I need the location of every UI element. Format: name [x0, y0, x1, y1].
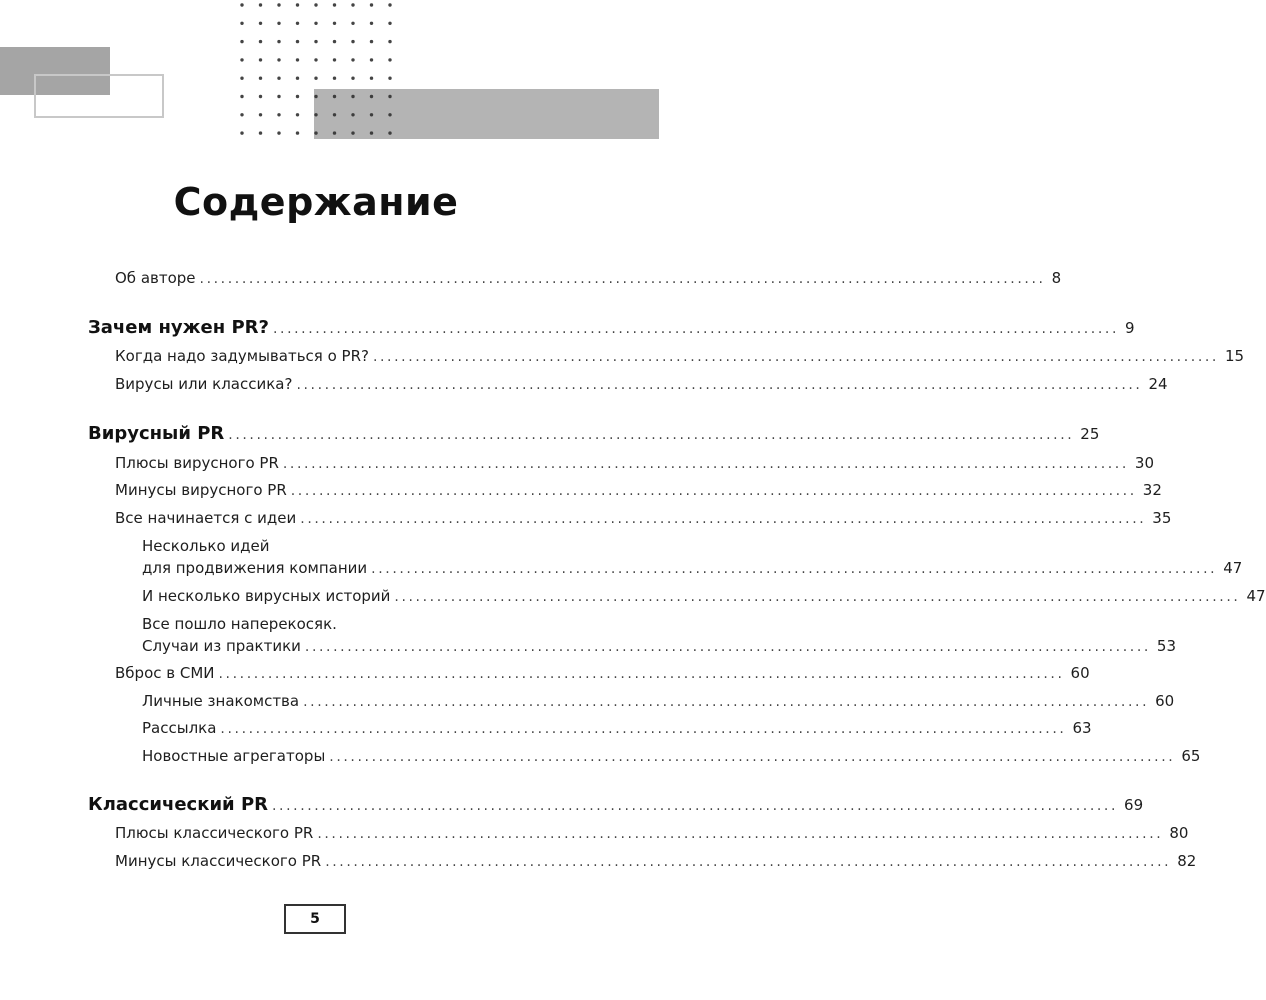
toc-label-line1: Несколько идей: [142, 537, 270, 555]
toc-leader: ........................................................................................................................: [228, 427, 1075, 443]
toc-page: 8: [1051, 269, 1062, 287]
decor-dot: [277, 22, 280, 25]
toc-leader: ........................................................................................................................: [300, 511, 1147, 527]
decor-dot: [240, 22, 243, 25]
decor-dot: [259, 113, 262, 116]
toc-leader: ........................................................................................................................: [329, 749, 1176, 765]
toc-leader: ........................................................................................................................: [199, 271, 1046, 287]
toc-label: Рассылка: [142, 719, 217, 737]
toc-leader: ........................................................................................................................: [282, 456, 1129, 472]
toc-entry-viral-cons[interactable]: [88, 480, 1162, 501]
decor-dot: [296, 40, 299, 43]
toc-label: Вброс в СМИ: [115, 664, 215, 682]
toc-entry-practice-cases[interactable]: [88, 636, 1177, 657]
decor-dot: [277, 40, 280, 43]
decor-dot: [277, 3, 280, 6]
decor-dot: [388, 3, 391, 6]
decor-dot: [314, 113, 317, 116]
toc-page: 15: [1224, 347, 1245, 365]
decor-dot: [296, 95, 299, 98]
decor-dot: [388, 40, 391, 43]
toc-label: Все начинается с идеи: [115, 509, 297, 527]
decor-dot: [333, 131, 336, 134]
decor-dot: [296, 3, 299, 6]
toc-leader: ........................................................................................................................: [371, 561, 1218, 577]
toc-page: 47: [1223, 559, 1243, 577]
decor-dot: [370, 40, 373, 43]
decor-dot: [388, 131, 391, 134]
toc-leader: ........................................................................................................................: [272, 798, 1119, 814]
decor-dot: [314, 77, 317, 80]
toc-entry-news-aggregators[interactable]: [88, 746, 1201, 767]
toc-label: Личные знакомства: [142, 692, 300, 710]
decor-dot: [259, 40, 262, 43]
decor-dot: [351, 40, 354, 43]
toc-chapter-classic-pr[interactable]: [88, 794, 1144, 816]
toc-label: Зачем нужен PR?: [88, 317, 269, 338]
toc-label: Новостные агрегаторы: [142, 747, 326, 765]
toc-page: 32: [1142, 481, 1162, 499]
toc-page: 80: [1169, 824, 1189, 842]
decor-dot: [296, 113, 299, 116]
decor-dot: [351, 131, 354, 134]
toc-entry-about-author[interactable]: [88, 268, 1062, 289]
decor-dot: [277, 131, 280, 134]
decor-outline-box: [34, 74, 164, 118]
toc-entry-viruses-or-classic[interactable]: [88, 374, 1168, 395]
decor-dot: [277, 113, 280, 116]
toc-leader: ........................................................................................................................: [317, 826, 1164, 842]
decor-dot: [351, 77, 354, 80]
toc-page: 63: [1072, 719, 1092, 737]
toc-page: 9: [1125, 319, 1135, 337]
toc-chapter-why-pr[interactable]: [88, 317, 1135, 339]
decor-dot: [296, 22, 299, 25]
decor-dot: [370, 58, 373, 61]
decor-dot: [388, 58, 391, 61]
toc-label: Случаи из практики: [142, 637, 301, 655]
decor-dot: [370, 3, 373, 6]
decor-dot: [314, 3, 317, 6]
toc-leader: ........................................................................................................................: [372, 349, 1219, 365]
toc-leader: ........................................................................................................................: [272, 321, 1119, 337]
toc-label: Вирусный PR: [88, 423, 225, 444]
decor-dot: [240, 40, 243, 43]
toc-label: Плюсы вирусного PR: [115, 454, 279, 472]
decor-dot: [333, 22, 336, 25]
decor-dot: [370, 131, 373, 134]
decor-dot: [296, 131, 299, 134]
toc-page: 53: [1156, 637, 1177, 655]
toc-label: Минусы классического PR: [115, 852, 322, 870]
decor-dot-grid: [236, 0, 396, 150]
toc-label: Минусы вирусного PR: [115, 481, 287, 499]
decor-dot: [240, 58, 243, 61]
decor-dot: [314, 40, 317, 43]
decor-dot: [333, 40, 336, 43]
toc-page: 60: [1070, 664, 1090, 682]
decor-dot: [370, 113, 373, 116]
decor-dot: [351, 58, 354, 61]
toc-page: 35: [1152, 509, 1172, 527]
decor-dot: [351, 113, 354, 116]
decor-dot: [314, 95, 317, 98]
toc-page: 82: [1177, 852, 1197, 870]
toc-label: для продвижения компании: [142, 559, 368, 577]
decor-dot: [240, 95, 243, 98]
toc-label: Классический PR: [88, 794, 268, 815]
toc-chapter-viral-pr[interactable]: [88, 423, 1100, 445]
toc-page: 65: [1181, 747, 1201, 765]
toc-page: 25: [1080, 425, 1100, 443]
toc-entry-classic-pros[interactable]: [88, 823, 1189, 844]
toc-page: 69: [1124, 796, 1144, 814]
decor-dot: [351, 3, 354, 6]
decor-dot: [351, 22, 354, 25]
decor-dot: [259, 22, 262, 25]
toc-entry-classic-cons[interactable]: [88, 851, 1197, 872]
decor-dot: [277, 58, 280, 61]
toc-entry-viral-stories[interactable]: [88, 586, 1266, 607]
toc-entry-when-pr[interactable]: [88, 346, 1245, 367]
page-title: Содержание: [173, 180, 459, 224]
decor-dot: [370, 77, 373, 80]
decor-dot: [370, 95, 373, 98]
toc-label: Вирусы или классика?: [115, 375, 293, 393]
toc-leader: ........................................................................................................................: [394, 589, 1241, 605]
toc-leader: ........................................................................................................................: [325, 854, 1172, 870]
decor-dot: [333, 77, 336, 80]
toc-label-line1: Все пошло наперекосяк.: [142, 615, 337, 633]
toc-leader: ........................................................................................................................: [303, 694, 1150, 710]
decor-dot: [259, 131, 262, 134]
decor-dot: [240, 3, 243, 6]
toc-leader: ........................................................................................................................: [218, 666, 1065, 682]
toc-entry-starts-with-idea[interactable]: [88, 508, 1172, 529]
decor-dot: [259, 3, 262, 6]
decor-dot: [259, 58, 262, 61]
decor-dot: [388, 95, 391, 98]
decor-dot: [351, 95, 354, 98]
decor-dot: [333, 3, 336, 6]
decor-dot: [314, 22, 317, 25]
toc-leader: ........................................................................................................................: [296, 377, 1143, 393]
decor-dot: [314, 58, 317, 61]
decor-dot: [333, 58, 336, 61]
decor-dot: [370, 22, 373, 25]
toc-leader: ........................................................................................................................: [220, 721, 1067, 737]
toc-entry-viral-pros[interactable]: [88, 453, 1154, 474]
decor-dot: [296, 77, 299, 80]
page-number: 5: [284, 904, 346, 934]
toc-entry-media-injection[interactable]: [88, 663, 1090, 684]
decor-dot: [240, 77, 243, 80]
decor-dot: [388, 22, 391, 25]
decor-dot: [240, 131, 243, 134]
toc-entry-personal-contacts[interactable]: [88, 691, 1175, 712]
decor-dot: [333, 95, 336, 98]
toc-label: Плюсы классического PR: [115, 824, 314, 842]
decor-dot: [314, 131, 317, 134]
decor-dot: [259, 95, 262, 98]
decor-dot: [296, 58, 299, 61]
toc-label: Об авторе: [115, 269, 196, 287]
decor-dot: [259, 77, 262, 80]
toc-leader: ........................................................................................................................: [290, 483, 1137, 499]
toc-page: 60: [1155, 692, 1175, 710]
toc-page: 30: [1134, 454, 1154, 472]
toc-label: И несколько вирусных историй: [142, 587, 391, 605]
toc-entry-ideas-for-promotion[interactable]: [88, 558, 1243, 579]
toc-leader: ........................................................................................................................: [304, 639, 1151, 655]
decor-dot: [277, 77, 280, 80]
decor-dot: [388, 77, 391, 80]
toc-page: 24: [1148, 375, 1168, 393]
toc-label: Когда надо задумываться о PR?: [115, 347, 369, 365]
toc-page: 47: [1246, 587, 1266, 605]
decor-dot: [388, 113, 391, 116]
decor-dot: [240, 113, 243, 116]
toc-entry-mailing[interactable]: [88, 718, 1092, 739]
decor-dot: [277, 95, 280, 98]
decor-dot: [333, 113, 336, 116]
